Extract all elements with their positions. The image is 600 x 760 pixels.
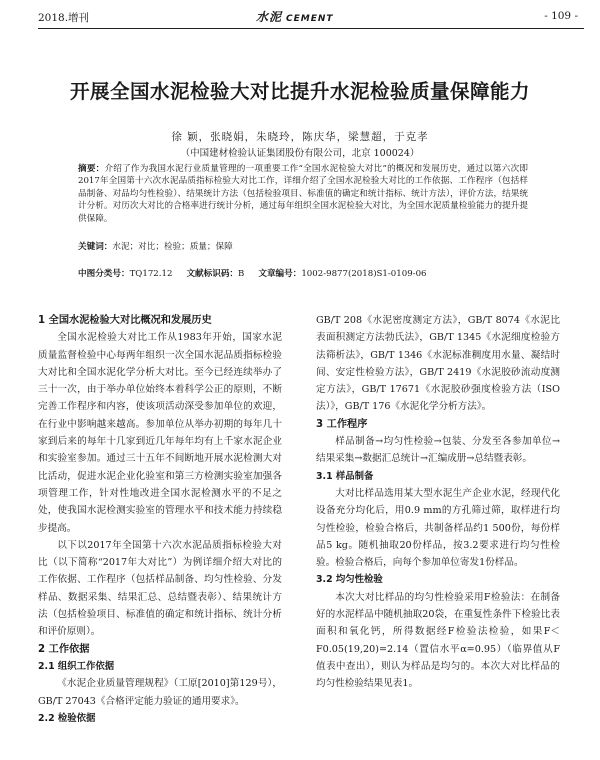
doccode-value: B [238,269,245,279]
section-3-2-heading: 3.2 均匀性检验 [316,574,383,586]
header-rule [38,28,584,29]
section-2-2-heading: 2.2 检验依据 [38,712,96,724]
classification-ids [78,267,548,279]
section-3-1-heading: 3.1 样品制备 [316,470,374,482]
journal-name-cn: 水泥 [256,10,283,24]
section-1-heading: 1 全国水泥检验大对比概况和发展历史 [38,315,212,326]
section-3-2-paragraph: 本次大对比样品的均匀性检验采用F检验法：在制备好的水泥样品中随机抽取20袋，在重复性条件下检验比表面积和氧化钙，所得数据经F检验法检验，如果F＜F0.05(19,20)=2.14（置信水平α=0.95）（临界值从F值表中查出），则认为样品是均匀的。本次大对比样品的均匀性检验结果见表1。 [316,591,560,690]
keywords-label: 关键词： [78,242,113,252]
page-number: - 109 - [544,10,578,22]
running-header [38,8,584,26]
clc-value: TQ172.12 [129,269,173,279]
section-2-1-heading: 2.1 组织工作依据 [38,660,115,672]
journal-name-en: CEMENT [286,14,334,24]
section-2-2-paragraph: GB/T 208《水泥密度测定方法》，GB/T 8074《水泥比表面积测定方法勃氏法》，GB/T 1345《水泥细度检验方法筛析法》，GB/T 1346《水泥标准稠度用水量、凝结时间、安定性检验方法》，GB/T 2419《水泥胶砂流动度测定方法》，GB/T 17671《水泥胶砂强度检验方法（ISO法）》，GB/T 176《水泥化学分析方法》。 [316,315,560,413]
clc-label: 中图分类号： [78,269,130,279]
section-1-paragraph-1: 全国水泥检验大对比工作从1983年开始，国家水泥质量监督检验中心每两年组织一次全国水泥品质指标检验大对比和全国水泥化学分析大对比。至今已经连续举办了三十一次，由于举办单位始终本着科学公正的原则，不断完善工作程序和内容，使该项活动深受参加单位的欢迎，在行业中影响越来越高。参加单位从举办初期的每年几十家到后来的每年十几家到近几年每年均有上千家水泥企业和实验室参加。通过三十五年不间断地开展水泥检测大对比活动，促进水泥企业化验室和第三方检测实验室加强各项管理工作，针对性地改进全国水泥检测水平的不足之处，使我国水泥检测实验室的管理水平和技术能力持续稳步提高。 [38,332,282,534]
issue-label: 2018.增刊 [38,12,90,24]
keywords-text: 水泥；对比；检验；质量；保障 [112,242,233,252]
articleno-label: 文章编号： [258,269,302,279]
journal-logo [256,8,334,25]
affiliation: （中国建材检验认证集团股份有限公司，北京 100024） [180,148,420,159]
section-3-1-paragraph: 大对比样品选用某大型水泥生产企业水泥，经现代化设备充分均化后，用0.9 mm的方孔筛过筛，取样进行均匀性检验，检验合格后，共制备样品约1 500份，每份样品5 kg。随机抽取20份样品，按3.2要求进行均匀性检验。检验合格后，向每个参加单位寄发1份样品。 [316,487,560,569]
section-3-paragraph: 样品制备→均匀性检验→包装、分发至各参加单位→结果采集→数据汇总统计→汇编成册→总结暨表彰。 [316,436,560,465]
author-list: 徐 颖，张晓娟，朱晓玲，陈庆华，梁慧超，于克孝 [171,131,429,143]
abstract-text: 介绍了作为我国水泥行业质量管理的一项重要工作“全国水泥检验大对比”的概况和发展历史，通过以第六次即2017年全国第十六次水泥品质指标检验大对比工作，详细介绍了全国水泥检验大对比的工作依据、工作程序（包括样品制备、对品均匀性检验）、结果统计方法（包括检验项目、标准值的确定和统计指标、统计方法），评价方法，结果统计分析。对历次大对比的合格率进行统计分析，通过每年组织全国水泥检验大对比，为全国水泥质量检验能力的提升提供保障。 [78,164,528,224]
doccode-label: 文献标识码： [186,269,239,279]
keywords [78,240,528,252]
section-2-1-paragraph: 《水泥企业质量管理规程》（工原[2010]第129号），GB/T 27043《合格评定能力验证的通用要求》。 [38,678,282,707]
articleno-value: 1002-9877(2018)S1-0109-06 [301,269,427,279]
section-1-paragraph-2: 以下以2017年全国第十六次水泥品质指标检验大对比（以下简称“2017年大对比”）为例详细介绍大对比的工作依据、工作程序（包括样品制备、均匀性检验、分发样品、数据采集、结果汇总、总结暨表彰）、结果统计方法（包括检验项目、标准值的确定和统计指标、统计分析和评价原则）。 [38,539,282,638]
abstract-label: 摘要： [78,164,105,174]
right-column [316,312,560,693]
section-2-heading: 2 工作依据 [38,643,90,655]
article-title: 开展全国水泥检验大对比提升水泥检验质量保障能力 [69,80,530,103]
left-column [38,312,282,727]
section-3-heading: 3 工作程序 [316,418,368,430]
abstract [78,163,528,225]
